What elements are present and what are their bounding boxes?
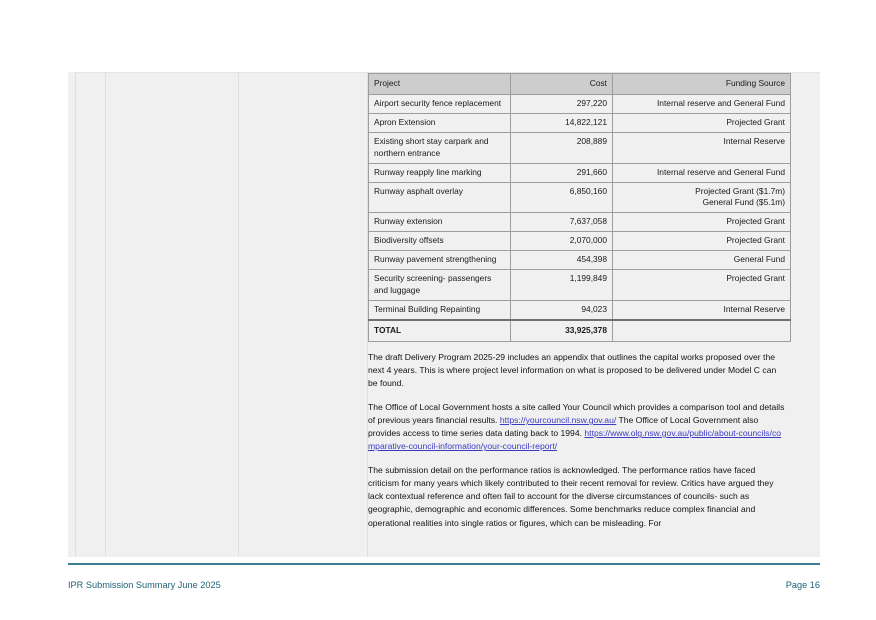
cell-cost: 2,070,000	[511, 232, 613, 251]
funding-line: Internal Reserve	[723, 303, 785, 314]
cell-funding-source	[613, 251, 791, 270]
paragraph-text-segment-2: The Office of Local Government also provides access to time series data dating back to 1994.	[368, 415, 759, 439]
cell-cost: 297,220	[511, 94, 613, 113]
layout-divider-2	[105, 72, 106, 557]
cell-cost: 94,023	[511, 300, 613, 319]
table-row	[369, 163, 791, 182]
paragraph-office-local-government	[368, 401, 788, 453]
document-column	[368, 72, 792, 530]
table-row	[369, 132, 791, 163]
layout-divider-1	[75, 72, 76, 557]
funding-line: General Fund ($5.1m)	[702, 197, 785, 208]
cell-funding-source	[613, 270, 791, 301]
cell-funding-source	[613, 94, 791, 113]
table-row	[369, 213, 791, 232]
table-header	[369, 74, 791, 95]
table-header-row	[369, 74, 791, 95]
cell-project: Terminal Building Repainting	[369, 300, 511, 319]
cell-funding-source	[613, 132, 791, 163]
footer-title: IPR Submission Summary June 2025	[68, 580, 221, 590]
cell-funding-source	[613, 182, 791, 213]
table-body	[369, 94, 791, 341]
layout-divider-3	[238, 72, 239, 557]
table-row	[369, 94, 791, 113]
paragraph-text-segment-1: The Office of Local Government hosts a site called Your Council which provides a comparison tool and details of previous years financial results.	[368, 402, 785, 426]
column-header-project: Project	[369, 74, 511, 95]
cell-funding-source	[613, 213, 791, 232]
footer-divider	[68, 563, 820, 565]
page-content-band	[68, 72, 820, 557]
funding-line: Projected Grant	[726, 273, 785, 284]
cell-project: Runway pavement strengthening	[369, 251, 511, 270]
funding-line: Projected Grant ($1.7m)	[695, 185, 785, 196]
funding-line: Projected Grant	[726, 216, 785, 227]
cell-total-label: TOTAL	[369, 320, 511, 341]
cell-total-cost: 33,925,378	[511, 320, 613, 341]
cell-project: Existing short stay carpark and northern entrance	[369, 132, 511, 163]
funding-line: Projected Grant	[726, 116, 785, 127]
body-copy	[368, 351, 788, 530]
table-row	[369, 182, 791, 213]
cell-funding-source	[613, 300, 791, 319]
cell-total-funding-source	[613, 320, 791, 341]
cell-project: Airport security fence replacement	[369, 94, 511, 113]
link-yourcouncil[interactable]: https://yourcouncil.nsw.gov.au/	[499, 415, 617, 426]
cell-project: Runway reapply line marking	[369, 163, 511, 182]
cell-cost: 1,199,849	[511, 270, 613, 301]
column-header-cost: Cost	[511, 74, 613, 95]
capital-works-table	[368, 73, 791, 342]
funding-line: Projected Grant	[726, 235, 785, 246]
table-row	[369, 300, 791, 319]
cell-funding-source	[613, 232, 791, 251]
cell-funding-source	[613, 113, 791, 132]
cell-project: Runway asphalt overlay	[369, 182, 511, 213]
cell-funding-source	[613, 163, 791, 182]
table-total-row	[369, 320, 791, 341]
cell-project: Security screening- passengers and luggage	[369, 270, 511, 301]
link-olg-comparative-council-information[interactable]: https://www.olg.nsw.gov.au/public/about-councils/comparative-council-information/your-council-report/	[368, 428, 782, 452]
cell-project: Biodiversity offsets	[369, 232, 511, 251]
column-header-funding-source: Funding Source	[613, 74, 791, 95]
cell-cost: 208,889	[511, 132, 613, 163]
table-row	[369, 232, 791, 251]
page-footer	[68, 577, 820, 593]
funding-line: General Fund	[733, 254, 785, 265]
cell-project: Apron Extension	[369, 113, 511, 132]
cell-project: Runway extension	[369, 213, 511, 232]
cell-cost: 291,660	[511, 163, 613, 182]
footer-page-number: Page 16	[785, 580, 820, 590]
cell-cost: 7,637,058	[511, 213, 613, 232]
cell-cost: 454,398	[511, 251, 613, 270]
cell-cost: 14,822,121	[511, 113, 613, 132]
table-row	[369, 251, 791, 270]
paragraph-performance-ratios: The submission detail on the performance ratios is acknowledged. The performance ratios have faced criticism for many years which likely contributed to their recent removal for review. Critics have argued they lack contextual reference and often fail to account for the diverse circumstances of councils- such as geographic, demographic and economic differences. Some benchmarks reduce complex financial and operational realities into single ratios or figures, which can be misleading. For	[368, 465, 774, 528]
funding-line: Internal reserve and General Fund	[656, 97, 785, 108]
funding-line: Internal reserve and General Fund	[656, 166, 785, 177]
table-row	[369, 113, 791, 132]
funding-line: Internal Reserve	[723, 135, 785, 146]
paragraph-delivery-program: The draft Delivery Program 2025-29 includes an appendix that outlines the capital works proposed over the next 4 years. This is where project level information on what is proposed to be delivered under Model C can be found.	[368, 351, 777, 388]
cell-cost: 6,850,160	[511, 182, 613, 213]
table-row	[369, 270, 791, 301]
